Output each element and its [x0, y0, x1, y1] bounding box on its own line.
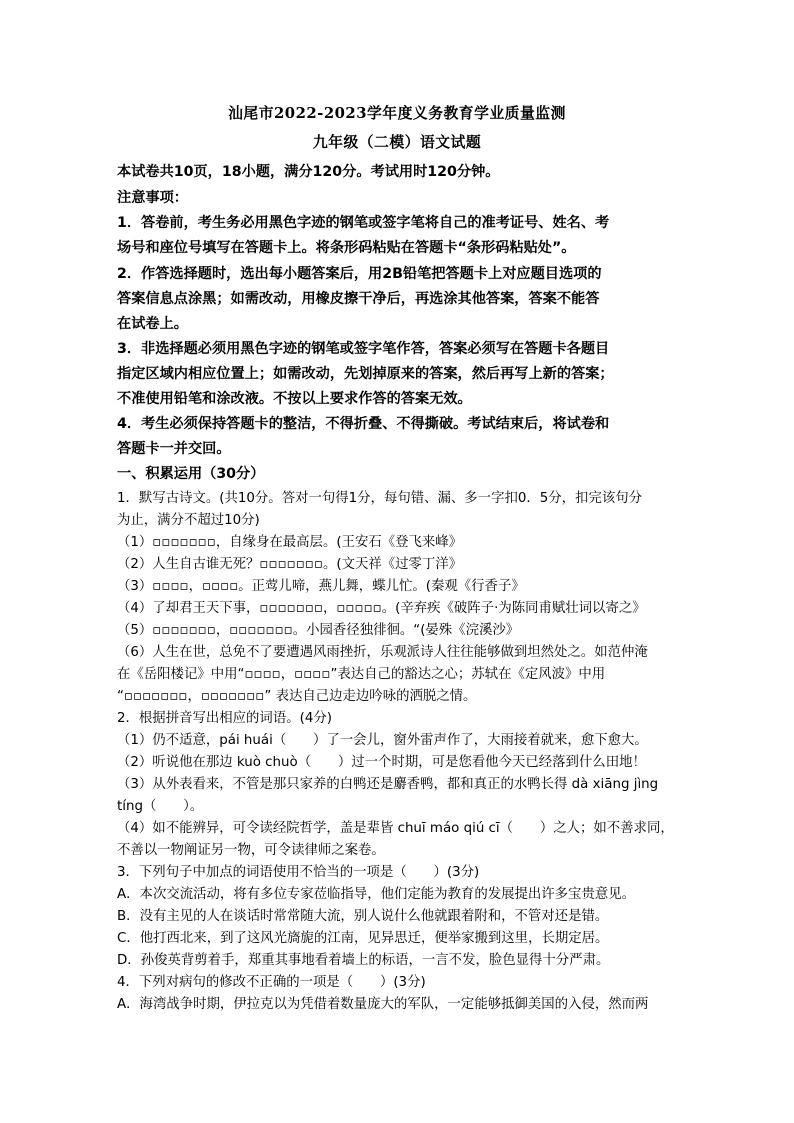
question-line: A．海湾战争时期，伊拉克以为凭借着数量庞大的军队，一定能够抵御美国的入侵，然而两 [117, 997, 649, 1012]
notice-line: 2．作答选择题时，选出每小题答案后，用2B铅笔把答题卡上对应题目选项的 [117, 266, 602, 282]
question-line: （4）了却君王天下事，▫▫▫▫▫▫▫，▫▫▫▫▫。(辛弃疾《破阵子·为陈同甫赋壮词以寄之》 [117, 601, 646, 616]
question-line: 为止，满分不超过10分) [117, 513, 260, 528]
question-line: （1）▫▫▫▫▫▫▫，自缘身在最高层。(王安石《登飞来峰》 [117, 535, 463, 550]
question-line: 不善以一物阐证另一物，可令读律师之案卷。 [117, 843, 385, 858]
exam-title: 汕尾市2022-2023学年度义务教育学业质量监测 [228, 105, 566, 122]
notice-line: 场号和座位号填写在答题卡上。将条形码粘贴在答题卡“条形码粘贴处”。 [117, 240, 576, 256]
question-line: （2）听说他在那边 kuò chuò（ ）过一个时期，可是您看他今天已经落到什么田地！ [117, 755, 646, 770]
notice-line: 指定区域内相应位置上；如需改动，先划掉原来的答案，然后再写上新的答案； [117, 366, 614, 382]
question-line: （2）人生自古谁无死？▫▫▫▫▫▫▫。(文天祥《过零丁洋》 [117, 557, 463, 572]
notice-line: 3．非选择题必须用黑色字迹的钢笔或签字笔作答，答案必须写在答题卡各题目 [117, 341, 610, 357]
question-line: C．他打西北来，到了这风光旖旎的江南，见异思迁，便举家搬到这里，长期定居。 [117, 931, 609, 946]
question-line: （4）如不能辨异，可令读经院哲学，盖是辈皆 chuī máo qiú cī（ ）之人；如不善求同， [117, 821, 674, 836]
notice-heading: 注意事项： [117, 190, 188, 206]
notice-line: 4．考生必须保持答题卡的整洁，不得折叠、不得撕破。考试结束后，将试卷和 [117, 416, 610, 432]
question-line: 2．根据拼音写出相应的词语。(4分) [117, 711, 332, 726]
notice-line: 答题卡一并交回。 [117, 441, 231, 457]
exam-summary: 本试卷共10页，18小题，满分120分。考试用时120分钟。 [117, 164, 500, 180]
question-line: 3．下列句子中加点的词语使用不恰当的一项是（ ）(3分) [117, 865, 480, 880]
question-line: D．孙俊英背剪着手，郑重其事地看着墙上的标语，一言不发，脸色显得十分严肃。 [117, 953, 610, 968]
notice-line: 在试卷上。 [117, 316, 188, 332]
question-line: （6）人生在世，总免不了要遭遇风雨挫折，乐观派诗人往往能够做到坦然处之。如范仲淹 [117, 645, 648, 660]
question-line: （5）▫▫▫▫▫▫▫，▫▫▫▫▫▫▫。小园香径独徘徊。“(晏殊《浣溪沙》 [117, 623, 520, 638]
exam-subtitle: 九年级（二模）语文试题 [312, 134, 482, 151]
question-line: B．没有主见的人在谈话时常常随大流，别人说什么他就跟着附和，不管对还是错。 [117, 909, 609, 924]
section-heading: 一、积累运用（30分） [117, 466, 265, 482]
question-line: 1．默写古诗文。(共10分。答对一句得1分，每句错、漏、多一字扣0．5分，扣完该句分 [117, 491, 643, 506]
notice-line: 1．答卷前，考生务必用黑色字迹的钢笔或签字笔将自己的准考证号、姓名、考 [117, 215, 610, 231]
question-line: 4．下列对病句的修改不正确的一项是（ ）(3分) [117, 975, 426, 990]
notice-line: 答案信息点涂黑；如需改动，用橡皮擦干净后，再选涂其他答案，答案不能答 [117, 291, 600, 307]
notice-line: 不准使用铅笔和涂改液。不按以上要求作答的答案无效。 [117, 391, 472, 407]
question-line: tíng（ ）。 [117, 799, 204, 814]
question-line: “▫▫▫▫▫▫▫，▫▫▫▫▫▫▫” 表达自己边走边吟咏的洒脱之情。 [117, 689, 477, 704]
question-line: A．本次交流活动，将有多位专家莅临指导，他们定能为教育的发展提出许多宝贵意见。 [117, 887, 636, 902]
question-line: （3）▫▫▫▫，▫▫▫▫。正莺儿啼，燕儿舞，蝶儿忙。(秦观《行香子》 [117, 579, 525, 594]
question-line: （3）从外表看来，不管是那只家养的白鸭还是麝香鸭，都和真正的水鸭长得 dà xiāng jìng [117, 777, 659, 792]
question-line: 在《岳阳楼记》中用“▫▫▫▫，▫▫▫▫”表达自己的豁达之心；苏轼在《定风波》中用 [117, 667, 606, 682]
question-line: （1）仍不适意，pái huái（ ）了一会儿，窗外雷声作了，大雨接着就来，愈下愈大。 [117, 733, 648, 748]
